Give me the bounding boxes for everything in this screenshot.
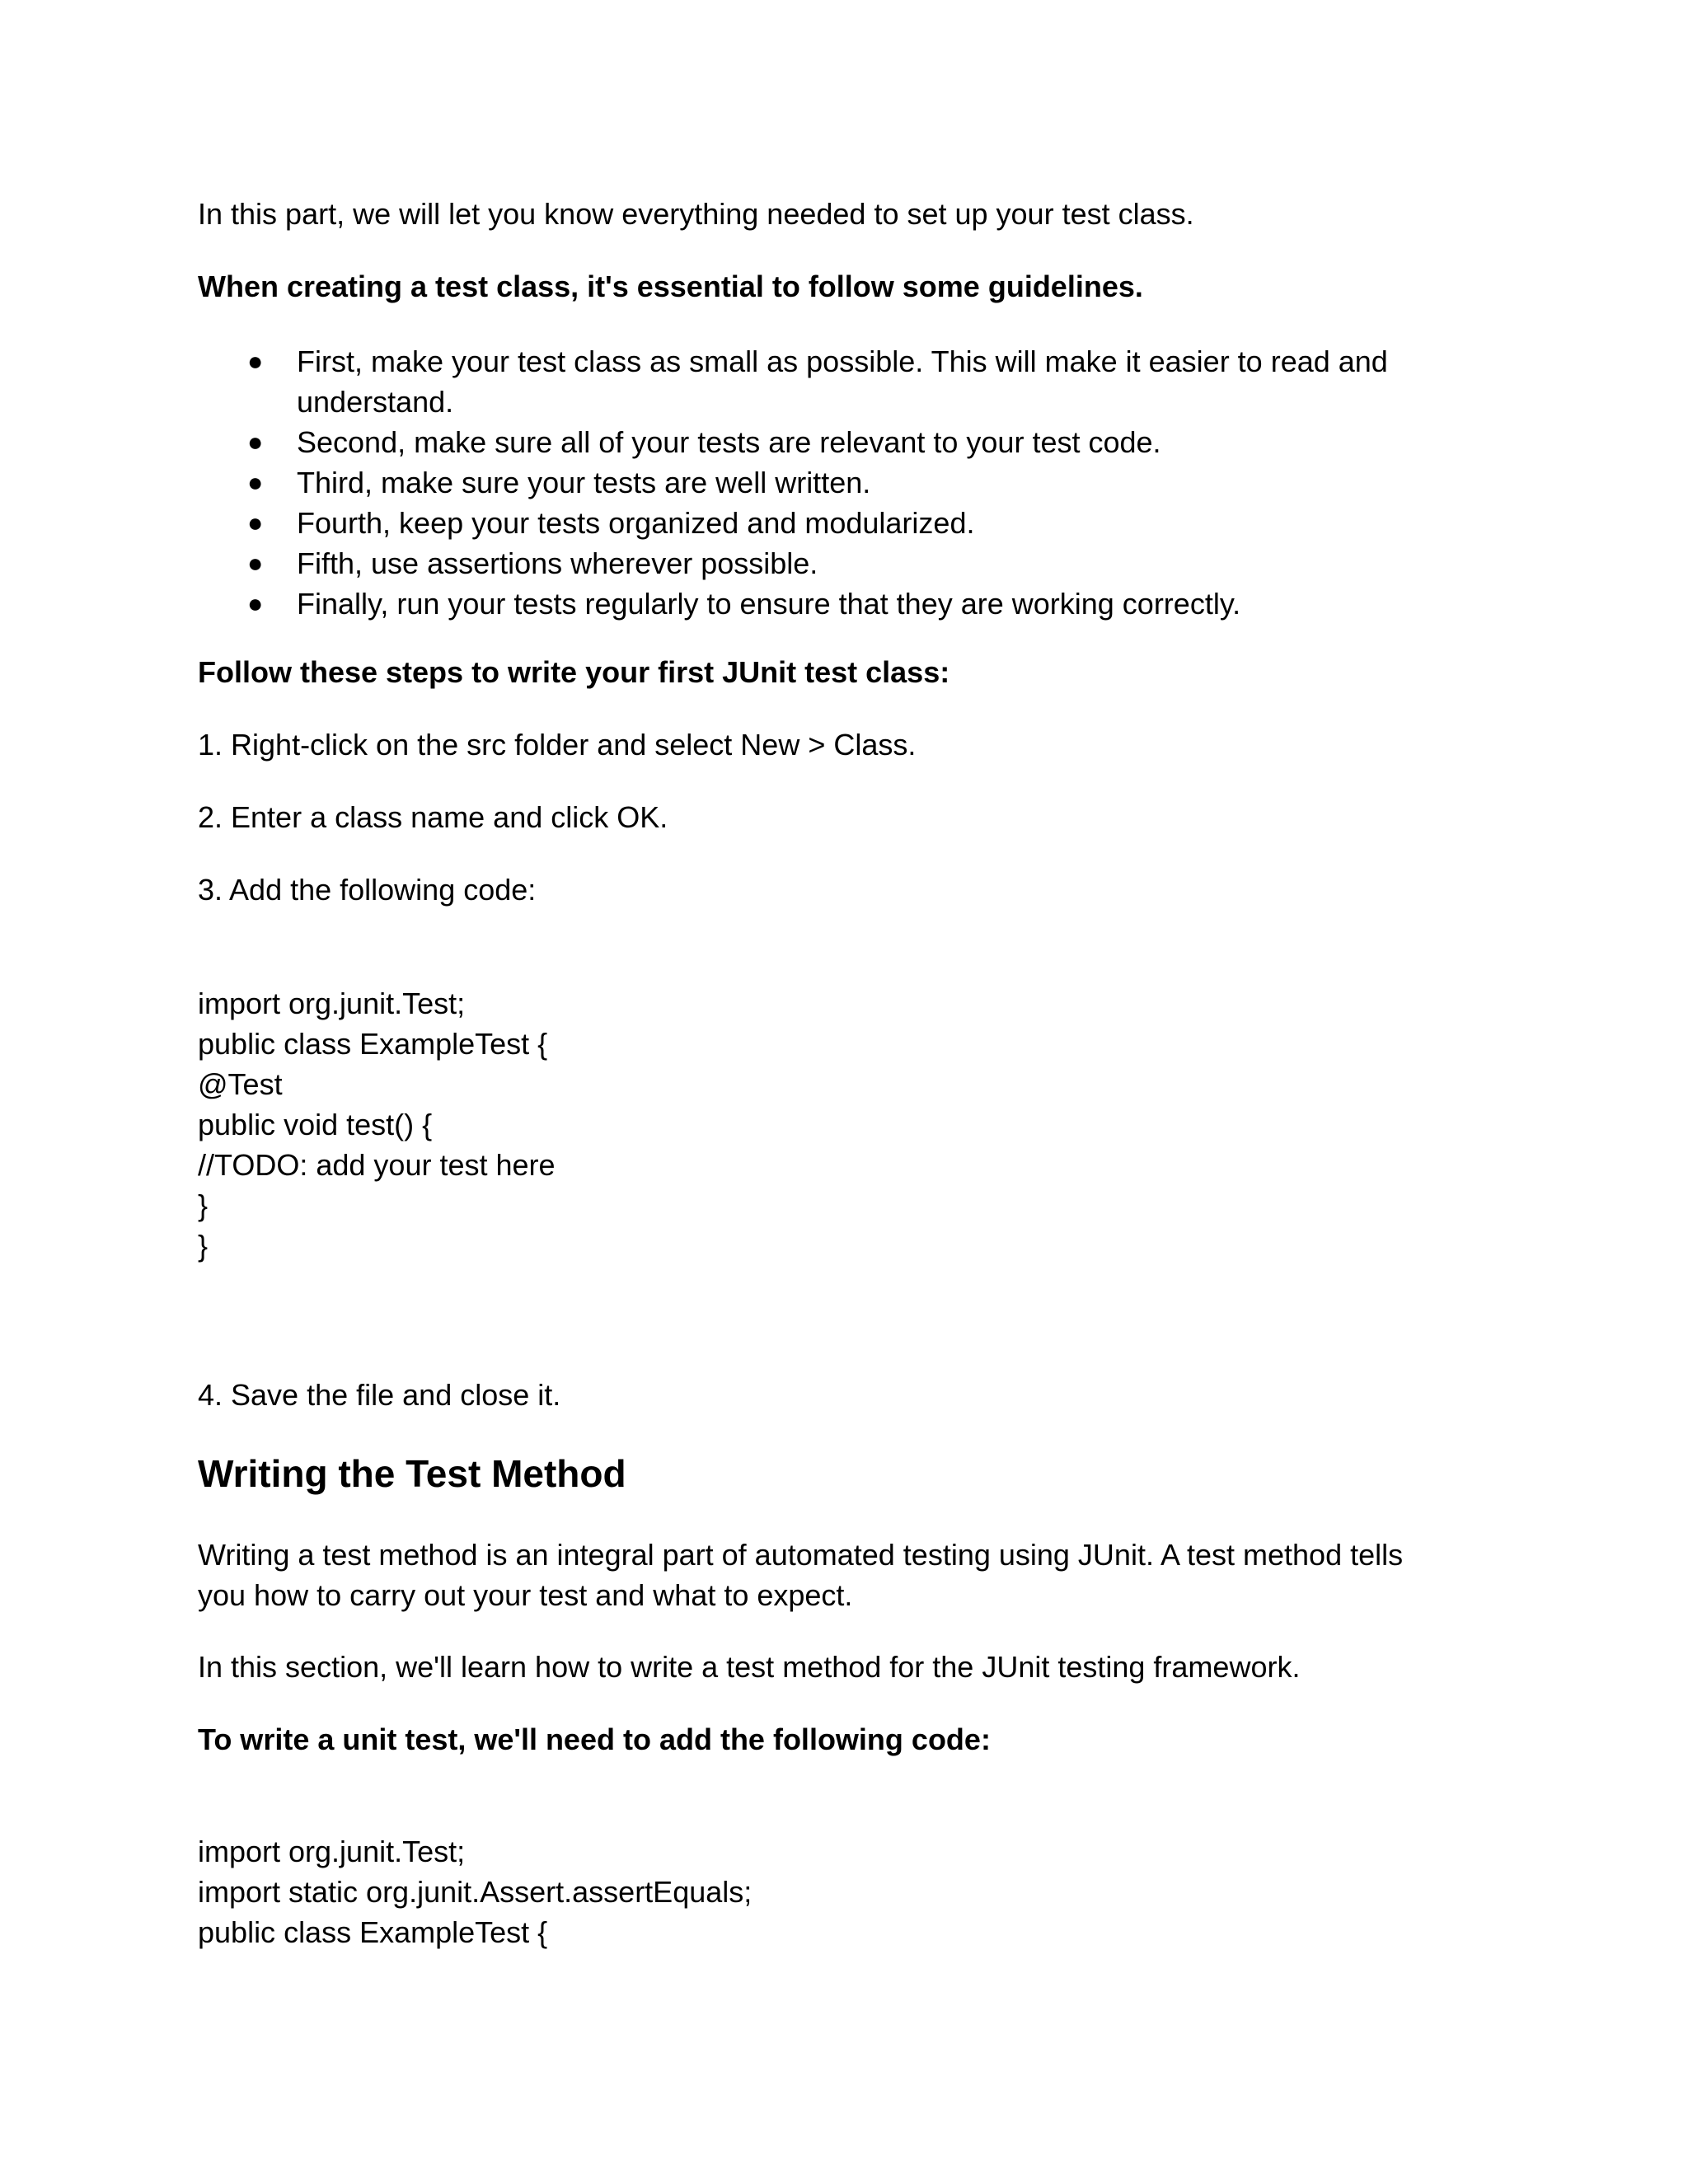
list-item: ● Second, make sure all of your tests are relevant to your test code. (247, 422, 1451, 462)
bullet-icon: ● (247, 346, 264, 376)
code-line: import org.junit.Test; (198, 1835, 466, 1868)
section-title: Writing the Test Method (198, 1452, 626, 1495)
bullet-icon: ● (247, 508, 264, 537)
unit-test-heading: To write a unit test, we'll need to add the following code: (198, 1722, 991, 1756)
list-item: ● First, make your test class as small as possible. This will make it easier to read and understand. (247, 341, 1451, 422)
step-1: 1. Right-click on the src folder and select New > Class. (198, 728, 917, 762)
code-line: //TODO: add your test here (198, 1148, 556, 1182)
guidelines-list (247, 341, 1451, 624)
code-block-2 (198, 1831, 752, 1952)
code-line: import static org.junit.Assert.assertEquals; (198, 1875, 753, 1909)
bullet-icon: ● (247, 467, 264, 497)
section-paragraph-1: Writing a test method is an integral part of automated testing using JUnit. A test method tells you how to carry out your test and what to expect. (198, 1538, 1404, 1612)
list-item: ● Fourth, keep your tests organized and modularized. (247, 503, 1451, 543)
list-item: ● Finally, run your tests regularly to ensure that they are working correctly. (247, 583, 1451, 624)
bullet-icon: ● (247, 588, 264, 618)
step-4: 4. Save the file and close it. (198, 1378, 561, 1412)
section-paragraph-2: In this section, we'll learn how to write a test method for the JUnit testing framework. (198, 1650, 1301, 1684)
code-line: public void test() { (198, 1108, 433, 1141)
list-item: ● Third, make sure your tests are well written. (247, 462, 1451, 503)
step-2: 2. Enter a class name and click OK. (198, 800, 668, 834)
intro-paragraph: In this part, we will let you know everything needed to set up your test class. (198, 197, 1194, 231)
code-line: @Test (198, 1067, 283, 1101)
list-item: ● Fifth, use assertions wherever possible. (247, 543, 1451, 583)
guidelines-heading: When creating a test class, it's essential to follow some guidelines. (198, 269, 1143, 303)
code-line: import org.junit.Test; (198, 987, 466, 1020)
bullet-icon: ● (247, 427, 264, 457)
code-block-1 (198, 983, 556, 1266)
code-line: } (198, 1229, 209, 1263)
step-3: 3. Add the following code: (198, 873, 537, 907)
code-line: } (198, 1188, 209, 1222)
code-line: public class ExampleTest { (198, 1027, 548, 1061)
code-line: public class ExampleTest { (198, 1915, 548, 1949)
bullet-icon: ● (247, 548, 264, 578)
steps-heading: Follow these steps to write your first JUnit test class: (198, 655, 950, 689)
